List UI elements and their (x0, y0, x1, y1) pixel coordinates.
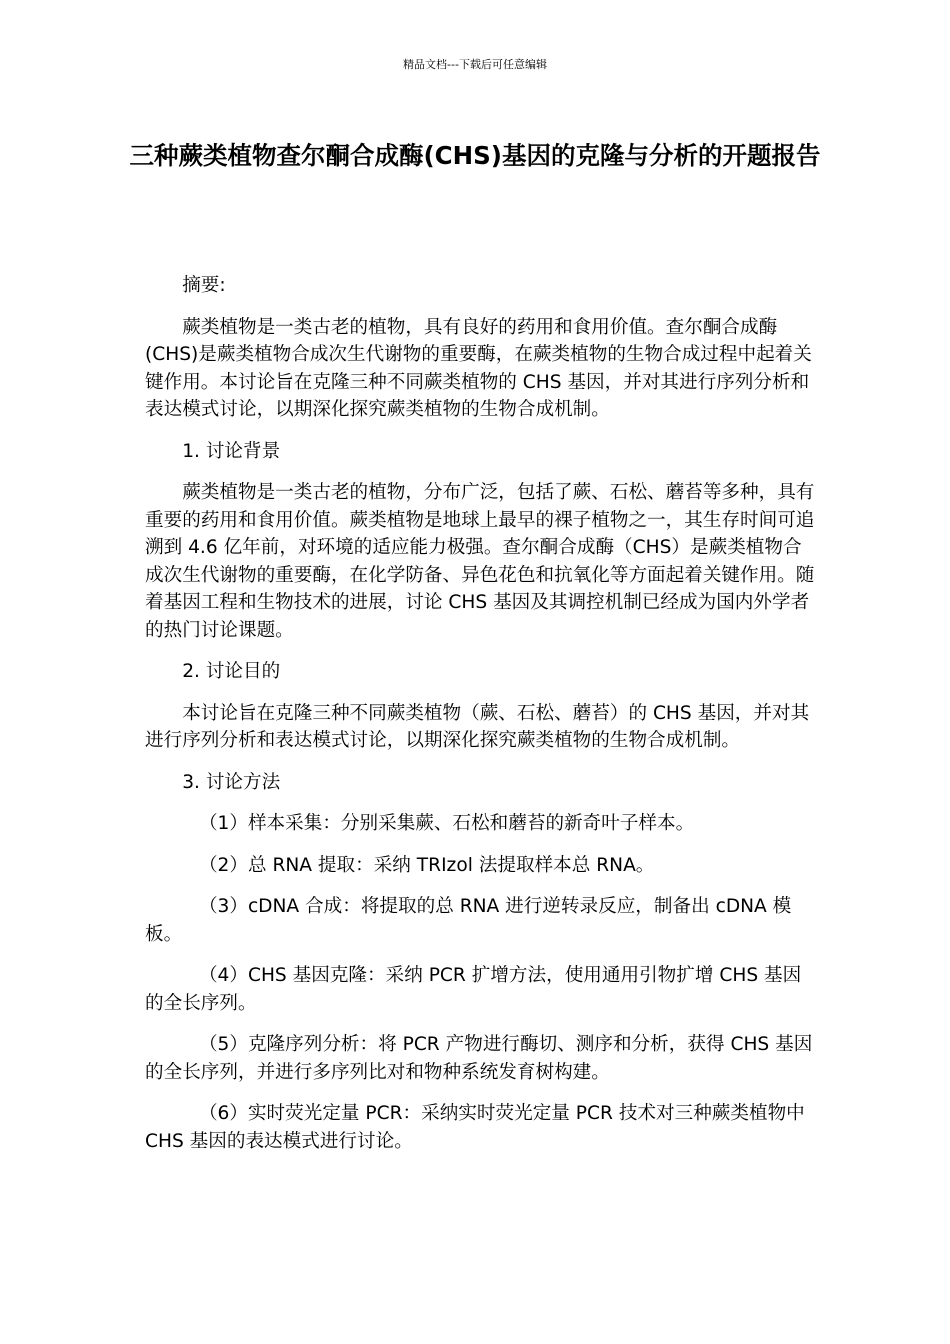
section-heading-purpose: 2. 讨论目的 (182, 661, 281, 682)
section-text-background: 蕨类植物是一类古老的植物，分布广泛，包括了蕨、石松、蘑苔等多种，具有重要的药用和食用价值。蕨类植物是地球上最早的裸子植物之一，其生存时间可追溯到 4.6 亿年前，对环境的适应能力极强。查尔酮合成酶（CHS）是蕨类植物合成次生代谢物的重要酶，在化学防备、异色花色和抗氧化等方面起着关键作用。随着基因工程和生物技术的进展，讨论 CHS 基因及其调控机制已经成为国内外学者的热门讨论课题。 (145, 482, 815, 641)
document-title: 三种蕨类植物查尔酮合成酶(CHS)基因的克隆与分析的开题报告 (129, 141, 821, 170)
section-heading-methods: 3. 讨论方法 (182, 771, 281, 793)
method-step: （3）cDNA 合成：将提取的总 RNA 进行逆转录反应，制备出 cDNA 模板。 (145, 896, 792, 945)
page-header-note: 精品文档---下载后可任意编辑 (403, 58, 547, 71)
method-step: （1）样本采集：分别采集蕨、石松和蘑苔的新奇叶子样本。 (198, 813, 695, 834)
abstract-label: 摘要: (182, 275, 226, 296)
document-body (145, 272, 815, 1169)
method-step: （5）克隆序列分析：将 PCR 产物进行酶切、测序和分析，获得 CHS 基因的全长序列，并进行多序列比对和物种系统发育树构建。 (145, 1034, 813, 1083)
abstract-text: 蕨类植物是一类古老的植物，具有良好的药用和食用价值。查尔酮合成酶(CHS)是蕨类植物合成次生代谢物的重要酶，在蕨类植物的生物合成过程中起着关键作用。本讨论旨在克隆三种不同蕨类植物的 CHS 基因，并对其进行序列分析和表达模式讨论，以期深化探究蕨类植物的生物合成机制。 (145, 316, 812, 420)
method-step: （4）CHS 基因克隆：采纳 PCR 扩增方法，使用通用引物扩增 CHS 基因的全长序列。 (145, 965, 802, 1014)
section-text-purpose: 本讨论旨在克隆三种不同蕨类植物（蕨、石松、蘑苔）的 CHS 基因，并对其进行序列分析和表达模式讨论，以期深化探究蕨类植物的生物合成机制。 (145, 702, 810, 751)
method-step: （2）总 RNA 提取：采纳 TRIzol 法提取样本总 RNA。 (198, 854, 655, 876)
section-heading-background: 1. 讨论背景 (182, 440, 281, 462)
method-step: （6）实时荧光定量 PCR：采纳实时荧光定量 PCR 技术对三种蕨类植物中 CHS 基因的表达模式进行讨论。 (145, 1103, 805, 1152)
